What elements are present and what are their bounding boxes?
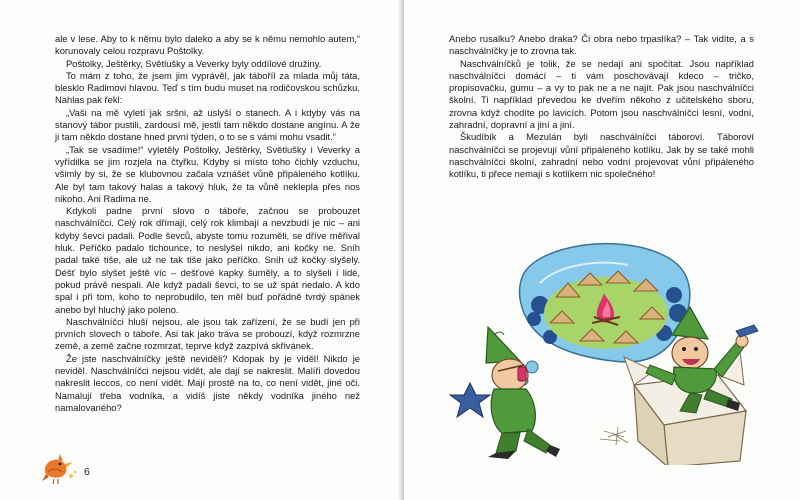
paragraph: Naschválníčci hluší nejsou, ale jsou tak zařízení, že se budí jen při prvních slovech o táboře. Asi tak jako tráva se probouzí, když rozmrzne země, a země začne rozmrzat, teprve když zazpívá skřivánek. [55,315,360,352]
elves-campfire-illustration [428,235,768,470]
paragraph: ale v lese. Aby to k němu bylo daleko a aby se k němu nemohlo autem,“ korunovaly celou rozpravu Poštolky. [55,33,360,57]
dream-globe [520,244,690,362]
bird-ornament-icon [40,452,80,491]
paragraph: Anebo rusalku? Anebo draka? Či obra nebo trpaslíka? – Tak vidíte, a s naschválníčky je to zrovna tak. [449,33,754,57]
paragraph: Že jste naschválníčky ještě neviděli? Kdopak by je viděl! Nikdo je neviděl. Naschválníčci nejsou vidět, ale dají se nakreslit. Malíři dovedou nakreslit leccos, co není vidět. Mají prostě na to, co není vidět, jiné oči. Namalují třeba vodníka, a vidíš jiste někdy vodníka jiného než namalovaného? [55,352,360,413]
paragraph: Kdykoli padne první slovo o táboře, začnou se probouzet naschválníčci. Celý rok dřímají, celý rok klimbají a nevzbudí je nic – ani kdyby ševci padali. Podle ševců, abyste tomu rozuměli, se dříve měřival hluk. Peříčko padalo tichounce, to neslyšel nikdo, ani kočky ne. Sníh padal také tiše, ale už ne tak tiše jako peříčko. Sníh už kočky slyšely. Déšť bylo slyšet ještě víc – dešťové kapky šuměly, a to slyšeli i lidé, pokud právě nespali. Ale když padali ševci, to se už spát nedalo. A kdo spal i při tom, koho to neprobudilo, ten měl buď pořádně tvrdý spánek anebo byl hluchý jako poleno. [55,205,360,315]
paragraph: Škudíbík a Mezulán byli naschválníčci táboroví. Táboroví naschválníčci se projevují vůní připáleného kotlíku. Jak by se také mohli naschválníčci školní, zahradní nebo vodní projevovat vůní připáleného kotlíku, ti přece nemají s kotlíkem nic společného! [449,131,754,180]
right-text-column [449,33,754,181]
paragraph: To mám z toho, že jsem jim vyprávěl, jak táboříl za mlada můj táta, blesklo Radimovi hlavou. Teď s tím budu muset na rodičovskou schůzku. Nahlas pak řekl: [55,69,360,106]
left-text-column [55,33,360,414]
paragraph: „Tak se vsadíme!“ vyletěly Poštolky, Ještěrky, Světlušky i Veverky a vyřídilka se jim rozjela na čtyřku. Kdyby si místo toho čichly vzduchu, všimly by si, že se klubovnou začala vznášet vůně připáleného kotlíku. Ale byl tam takový halas a takový hluk, že ta vůně neklepla přes nos nikoho. Ani Radima ne. [55,143,360,204]
star-icon [450,383,490,417]
left-elf [486,327,560,459]
paragraph: Poštolky, Ještěrky, Světlušky a Veverky byly oddílové družiny. [66,57,322,69]
page-number: 6 [84,466,90,478]
paragraph: Naschválníčků je tolik, že se nedají ani spočítat. Jsou například naschválníčci domácí – ti vám poschovávají kdeco – tričko, propisovačku, gumu – a vy to pak ne a ne najít. Pak jsou naschválníčci školní. Ti například převedou ke dveřím někoho z učitelského sboru, zrovna když chodíte po lavicích. Potom jsou naschválníčci lesní, vodní, zahradní, dopravní a jiní a jiní. [449,57,754,131]
paragraph: „Vaši na mě vyletí jak sršni, až uslyší o stanech. A i kdyby vás na stanový tábor pustili, zardousí mě, jestli tam někdo dostane angínu. A že ji tam někdo dostane hned první týden, o to se s vámi mohu vsadit.“ [55,106,360,143]
